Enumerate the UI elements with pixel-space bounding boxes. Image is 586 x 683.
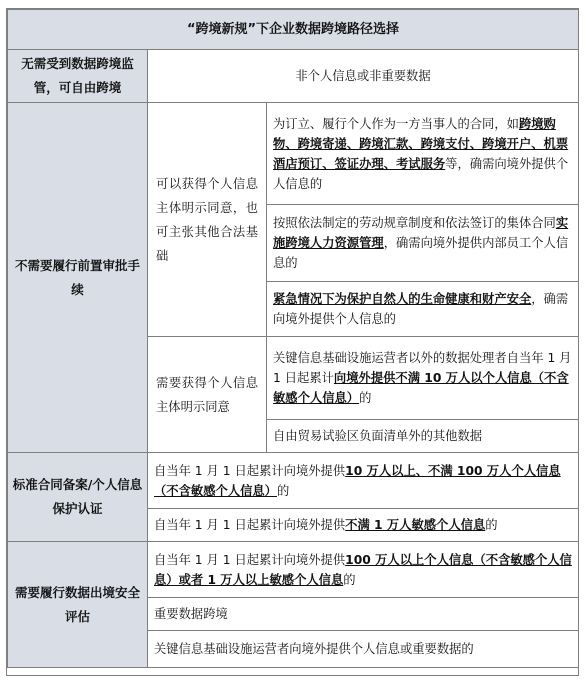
free-cross-border-content: 非个人信息或非重要数据 — [148, 50, 579, 103]
cell-emergency — [267, 282, 579, 337]
text-pre: 自当年 1 月 1 日起累计向境外提供 — [154, 463, 346, 478]
table-title: “跨境新规”下企业数据跨境路径选择 — [8, 10, 579, 50]
data-export-path-table — [7, 9, 579, 668]
cell-under-10k-sensitive — [148, 509, 579, 542]
text-post: ，确需向境外提供内部员工个人信息的 — [273, 236, 569, 270]
text-bold: 不满 1 万人敏感个人信息 — [345, 518, 486, 532]
text-post: 的 — [485, 518, 498, 532]
text-bold: 10 万人以上、不满 100 万人个人信息（不含敏感个人信息） — [154, 463, 561, 498]
cell-100k-to-1m — [148, 453, 579, 509]
category-no-prior-approval: 不需要履行前置审批手续 — [8, 103, 148, 453]
cell-over-1m — [148, 542, 579, 598]
cell-important-data: 重要数据跨境 — [148, 598, 579, 631]
text-bold: 100 万人以上个人信息（不含敏感个人信息）或者 1 万人以上敏感个人信息 — [154, 552, 572, 587]
text-bold: 实施跨境人力资源管理 — [273, 216, 569, 250]
text-bold: 紧急情况下为保护自然人的生命健康和财产安全 — [273, 292, 532, 306]
category-free-cross-border: 无需受到数据跨境监管，可自由跨境 — [8, 50, 148, 103]
text-post: 的 — [359, 391, 372, 405]
text-post: 的 — [343, 572, 356, 587]
cell-contract-performance — [267, 103, 579, 205]
text-pre: 自当年 1 月 1 日起累计向境外提供 — [154, 518, 346, 532]
cell-ftz-negative-list: 自由贸易试验区负面清单外的其他数据 — [267, 420, 579, 453]
text-bold: 跨境购物、跨境寄递、跨境汇款、跨境支付、跨境开户、机票酒店预订、签证办理、考试服务 — [273, 116, 569, 171]
text-post: 等，确需向境外提供个人信息的 — [273, 156, 569, 191]
text-pre: 按照依法制定的劳动规章制度和依法签订的集体合同 — [273, 216, 556, 230]
text-bold: 向境外提供不满 10 万人以个人信息（不含敏感个人信息） — [273, 371, 569, 405]
category-security-assessment: 需要履行数据出境安全评估 — [8, 542, 148, 668]
category-standard-contract: 标准合同备案/个人信息保护认证 — [8, 453, 148, 542]
cell-under-100k — [267, 337, 579, 420]
text-post: ，确需向境外提供个人信息的 — [273, 292, 569, 326]
text-post: 的 — [276, 483, 290, 498]
subcategory-explicit-consent-required: 需要获得个人信息主体明示同意 — [148, 337, 267, 453]
subcategory-consent-or-other-basis: 可以获得个人信息主体明示同意，也可主张其他合法基础 — [148, 103, 267, 337]
text-pre: 为订立、履行个人作为一方当事人的合同，如 — [273, 116, 519, 131]
data-export-table-frame — [6, 8, 579, 676]
text-pre: 关键信息基础设施运营者以外的数据处理者自当年 1 月 1 日起累计 — [273, 351, 572, 385]
text-pre: 自当年 1 月 1 日起累计向境外提供 — [154, 552, 346, 567]
cell-hr-management — [267, 205, 579, 282]
cell-ciio-export: 关键信息基础设施运营者向境外提供个人信息或重要数据的 — [148, 631, 579, 668]
